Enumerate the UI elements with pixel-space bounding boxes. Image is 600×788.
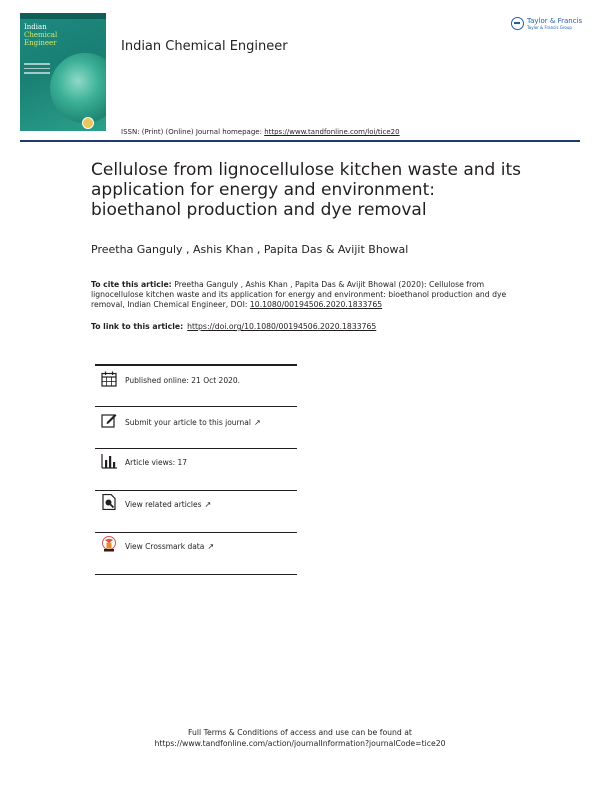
article-views-text[interactable]: Article views: 17 [125, 458, 188, 467]
edit-icon [101, 412, 117, 428]
related-articles-row[interactable] [95, 491, 297, 533]
document-search-icon [101, 494, 117, 510]
article-authors: Preetha Ganguly , Ashis Khan , Papita Das & Avijit Bhowal [91, 243, 409, 256]
external-link-icon: ↗ [253, 418, 261, 427]
cite-text: Preetha Ganguly , Ashis Khan , Papita Das & Avijit Bhowal (2020): Cellulose from lignocellulose kitchen waste and its application for energy and environment: bioethanol production and dye removal, Indian Chemical Engineer, DOI: [91, 280, 507, 309]
crossmark-link[interactable]: View Crossmark data [125, 542, 205, 551]
submit-article-link[interactable]: Submit your article to this journal [125, 418, 251, 427]
external-link-icon: ↗ [207, 542, 215, 551]
journal-name: Indian Chemical Engineer [121, 39, 288, 54]
published-online-text: Published online: 21 Oct 2020. [125, 376, 241, 385]
article-doi-url[interactable]: https://doi.org/10.1080/00194506.2020.1833765 [187, 322, 377, 331]
cover-title: Indian Chemical Engineer [24, 23, 58, 47]
header-rule [20, 140, 580, 142]
publisher-logo-icon [511, 17, 524, 30]
issn-line: ISSN: (Print) (Online) Journal homepage: https://www.tandfonline.com/loi/tice20 [121, 128, 400, 136]
doi-link[interactable]: 10.1080/00194506.2020.1833765 [249, 300, 383, 309]
citation-block [91, 280, 511, 310]
link-label: To link to this article: [91, 322, 184, 331]
cover-logo-icon [82, 117, 94, 129]
crossmark-row[interactable] [95, 533, 297, 575]
published-online-row [95, 365, 297, 407]
journal-cover [20, 13, 106, 131]
cover-text-lines [24, 63, 50, 77]
cover-artwork [50, 53, 106, 123]
footer-url[interactable]: https://www.tandfonline.com/action/journalInformation?journalCode=tice20 [154, 739, 446, 748]
cite-label: To cite this article: [91, 280, 172, 289]
cover-top-bar [20, 13, 106, 19]
footer-terms: Full Terms & Conditions of access and use can be found at [188, 728, 412, 737]
external-link-icon: ↗ [204, 500, 212, 509]
article-views-row[interactable] [95, 449, 297, 491]
crossmark-icon [101, 536, 117, 552]
footer [0, 727, 600, 749]
submit-article-row[interactable] [95, 407, 297, 449]
related-articles-link[interactable]: View related articles [125, 500, 202, 509]
article-title: Cellulose from lignocellulose kitchen waste and its application for energy and environment: bioethanol production and dye removal [91, 160, 521, 220]
bar-chart-icon [101, 453, 117, 469]
article-link-line [91, 322, 376, 331]
calendar-icon [101, 371, 117, 387]
publisher-logo[interactable]: Taylor & Francis Taylor & Francis Group [511, 17, 582, 30]
journal-homepage-link[interactable]: https://www.tandfonline.com/loi/tice20 [264, 128, 400, 136]
